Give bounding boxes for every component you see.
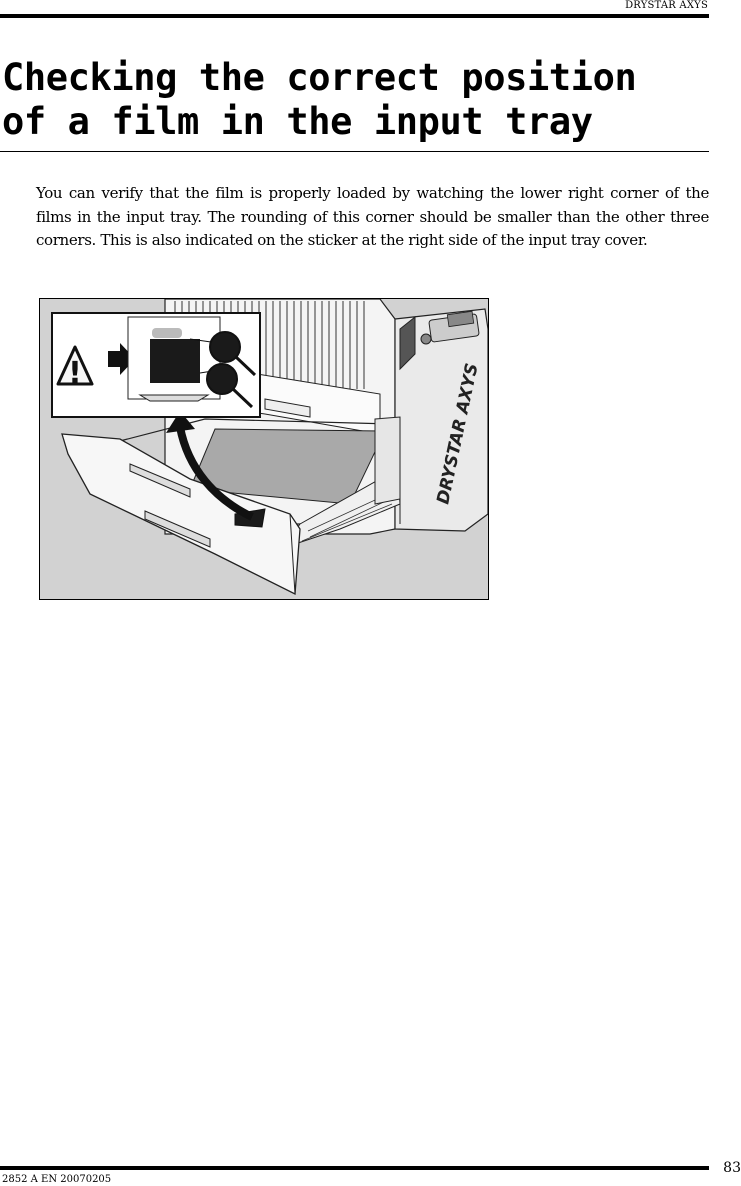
page-number: 83 [723, 1160, 741, 1176]
document-code: 2852 A EN 20070205 [2, 1174, 112, 1185]
title-rule [0, 151, 709, 152]
warning-symbol: ! [68, 356, 82, 391]
printer-side-panel [395, 309, 488, 531]
printer-brand-label: DRYSTAR AXYS [433, 361, 483, 507]
footer-rule [0, 1166, 709, 1170]
input-tray-illustration [39, 298, 489, 600]
header-rule [0, 14, 709, 18]
body-paragraph: You can verify that the film is properly loaded by watching the lower right corner of the films in the input tray. The rounding of this corner should be smaller than the other three corners. This is also indicated on the sticker at the right side of the input tray cover. [36, 184, 709, 249]
page-title: Checking the correct position of a film in the input tray [2, 56, 637, 143]
sticker-inset [52, 313, 260, 417]
running-header: DRYSTAR AXYS [625, 0, 708, 11]
